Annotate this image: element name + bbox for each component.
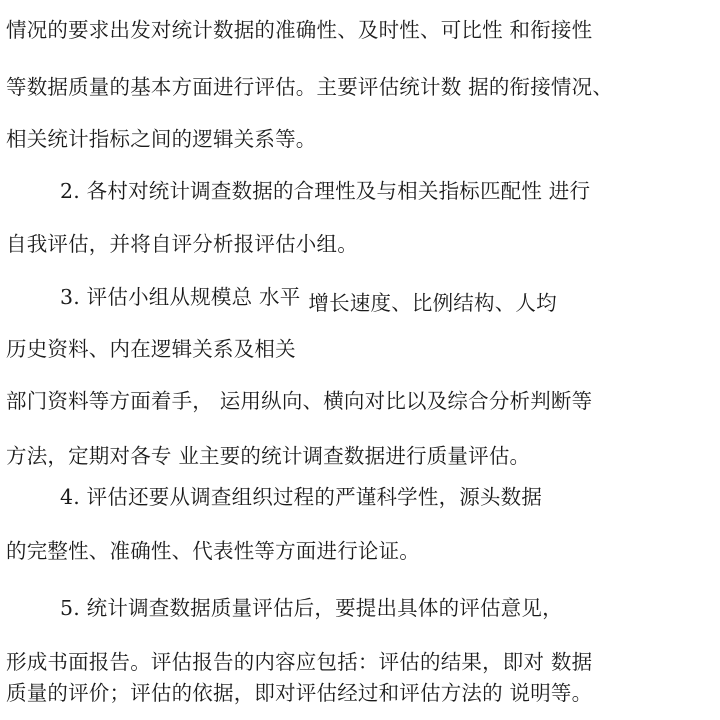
paragraph-3-line-4: 方法，定期对各专 业主要的统计调查数据进行质量评估。 — [6, 444, 531, 468]
paragraph-2-line-2: 自我评估，并将自评分析报评估小组。 — [6, 232, 358, 256]
paragraph-5-line-3: 质量的评价；评估的依据，即对评估经过和评估方法的 说明等。 — [6, 681, 593, 705]
paragraph-4-line-2: 的完整性、准确性、代表性等方面进行论证。 — [6, 539, 420, 563]
text-line-2: 等数据质量的基本方面进行评估。主要评估统计数 据的衔接情况、 — [6, 75, 614, 99]
paragraph-5-line-1: 5. 统计调查数据质量评估后，要提出具体的评估意见， — [60, 596, 563, 620]
paragraph-2-line-1: 2. 各村对统计调查数据的合理性及与相关指标匹配性 进行 — [60, 179, 591, 203]
paragraph-4-line-1: 4. 评估还要从调查组织过程的严谨科学性，源头数据 — [60, 485, 543, 509]
paragraph-3-line-3: 部门资料等方面着手， 运用纵向、横向对比以及综合分析判断等 — [6, 389, 593, 413]
paragraph-3-fragment-a: 3. 评估小组从规模总 水平 — [60, 285, 301, 309]
paragraph-3-fragment-b: 增长速度、比例结构、人均 — [308, 291, 557, 315]
text-line-1: 情况的要求出发对统计数据的准确性、及时性、可比性 和衔接性 — [6, 18, 593, 42]
paragraph-5-line-2: 形成书面报告。评估报告的内容应包括：评估的结果，即对 数据 — [6, 650, 593, 674]
paragraph-3-line-1 — [60, 283, 557, 315]
paragraph-3-line-2: 历史资料、内在逻辑关系及相关 — [6, 337, 296, 361]
text-line-3: 相关统计指标之间的逻辑关系等。 — [6, 127, 317, 151]
